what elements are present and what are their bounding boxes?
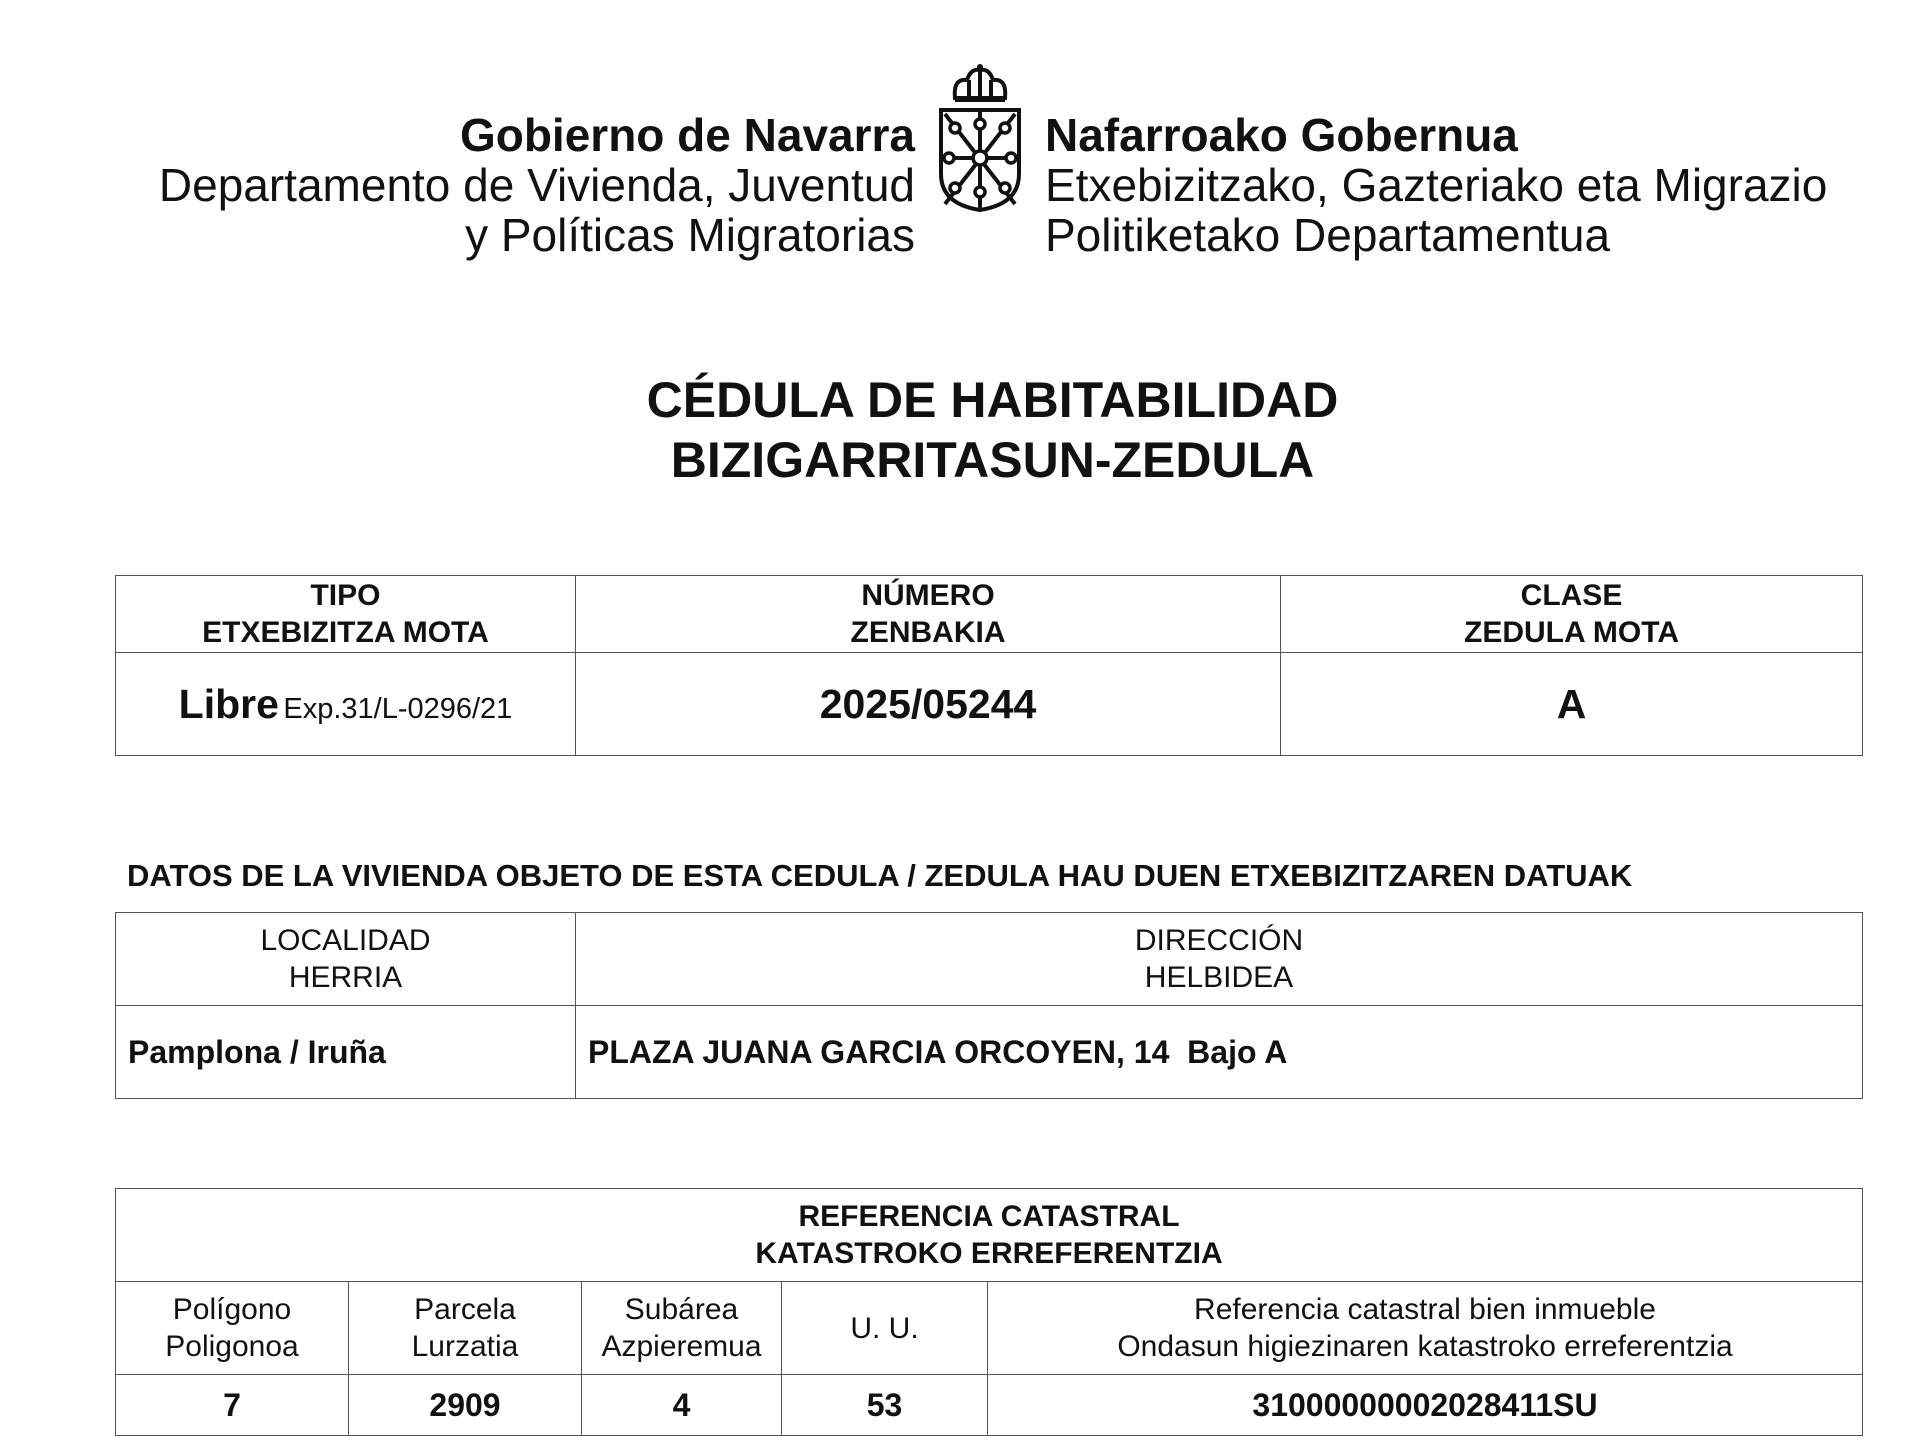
clase-header <box>1281 576 1863 653</box>
government-name-eu: Nafarroako Gobernua <box>1045 109 1518 161</box>
poligono-header <box>116 1282 349 1375</box>
navarra-crest-icon <box>935 64 1025 214</box>
localidad-header <box>116 913 576 1006</box>
cadastral-title-es: REFERENCIA CATASTRAL <box>798 1200 1180 1233</box>
numero-header <box>576 576 1281 653</box>
cadastral-title <box>116 1189 1863 1282</box>
subarea-header-es: Subárea <box>624 1293 739 1326</box>
clase-value: A <box>1281 653 1863 756</box>
letterhead-basque <box>1045 110 1827 260</box>
parcela-value: 2909 <box>349 1375 582 1436</box>
parcela-header-eu: Lurzatia <box>411 1330 519 1363</box>
tipo-header-eu: ETXEBIZITZA MOTA <box>202 616 489 649</box>
cadastral-value-row <box>116 1375 1863 1436</box>
uu-header: U. U. <box>782 1282 988 1375</box>
direccion-header-es: DIRECCIÓN <box>1134 924 1304 957</box>
summary-header-row <box>116 576 1863 653</box>
direccion-value: PLAZA JUANA GARCIA ORCOYEN, 14 Bajo A <box>576 1006 1863 1099</box>
referencia-value: 31000000002028411SU <box>988 1375 1863 1436</box>
referencia-header-eu: Ondasun higiezinaren katastroko erreferentzia <box>1117 1330 1733 1363</box>
poligono-header-es: Polígono <box>172 1293 292 1326</box>
parcela-header <box>349 1282 582 1375</box>
subarea-header-eu: Azpieremua <box>601 1330 762 1363</box>
document-title-es: CÉDULA DE HABITABILIDAD <box>646 372 1339 428</box>
numero-header-es: NÚMERO <box>861 579 995 612</box>
dwelling-value-row <box>116 1006 1863 1099</box>
localidad-header-es: LOCALIDAD <box>260 924 431 957</box>
department-name-eu-line2: Politiketako Departamentua <box>1045 209 1611 261</box>
tipo-header <box>116 576 576 653</box>
cadastral-title-eu: KATASTROKO ERREFERENTZIA <box>755 1237 1223 1270</box>
dwelling-section-heading: DATOS DE LA VIVIENDA OBJETO DE ESTA CEDULA / ZEDULA HAU DUEN ETXEBIZITZAREN DATUAK <box>127 858 1633 893</box>
letterhead <box>0 60 1920 270</box>
dwelling-table <box>115 912 1863 1099</box>
department-name-es-line2: y Políticas Migratorias <box>465 209 915 261</box>
direccion-header <box>576 913 1863 1006</box>
department-name-eu-line1: Etxebizitzako, Gazteriako eta Migrazio <box>1045 159 1828 211</box>
poligono-header-eu: Poligonoa <box>165 1330 299 1363</box>
uu-value: 53 <box>782 1375 988 1436</box>
dwelling-header-row <box>116 913 1863 1006</box>
direccion-header-eu: HELBIDEA <box>1144 961 1294 994</box>
cadastral-header-row <box>116 1282 1863 1375</box>
localidad-header-eu: HERRIA <box>288 961 403 994</box>
tipo-value: Libre <box>178 680 279 727</box>
tipo-value-cell <box>116 653 576 756</box>
document-title-eu: BIZIGARRITASUN-ZEDULA <box>670 432 1315 488</box>
subarea-value: 4 <box>582 1375 782 1436</box>
cadastral-table <box>115 1188 1863 1436</box>
document-title <box>0 370 1920 490</box>
referencia-header <box>988 1282 1863 1375</box>
summary-value-row <box>116 653 1863 756</box>
cadastral-title-row <box>116 1189 1863 1282</box>
expediente-value: Exp.31/L-0296/21 <box>283 692 513 725</box>
numero-header-eu: ZENBAKIA <box>850 616 1006 649</box>
clase-header-es: CLASE <box>1520 579 1623 612</box>
referencia-header-es: Referencia catastral bien inmueble <box>1194 1293 1656 1326</box>
numero-value: 2025/05244 <box>576 653 1281 756</box>
department-name-es-line1: Departamento de Vivienda, Juventud <box>158 159 915 211</box>
subarea-header <box>582 1282 782 1375</box>
clase-header-eu: ZEDULA MOTA <box>1464 616 1679 649</box>
localidad-value: Pamplona / Iruña <box>116 1006 576 1099</box>
summary-table <box>115 575 1863 756</box>
government-name-es: Gobierno de Navarra <box>459 109 915 161</box>
poligono-value: 7 <box>116 1375 349 1436</box>
parcela-header-es: Parcela <box>414 1293 516 1326</box>
letterhead-spanish <box>159 110 915 260</box>
tipo-header-es: TIPO <box>310 579 381 612</box>
